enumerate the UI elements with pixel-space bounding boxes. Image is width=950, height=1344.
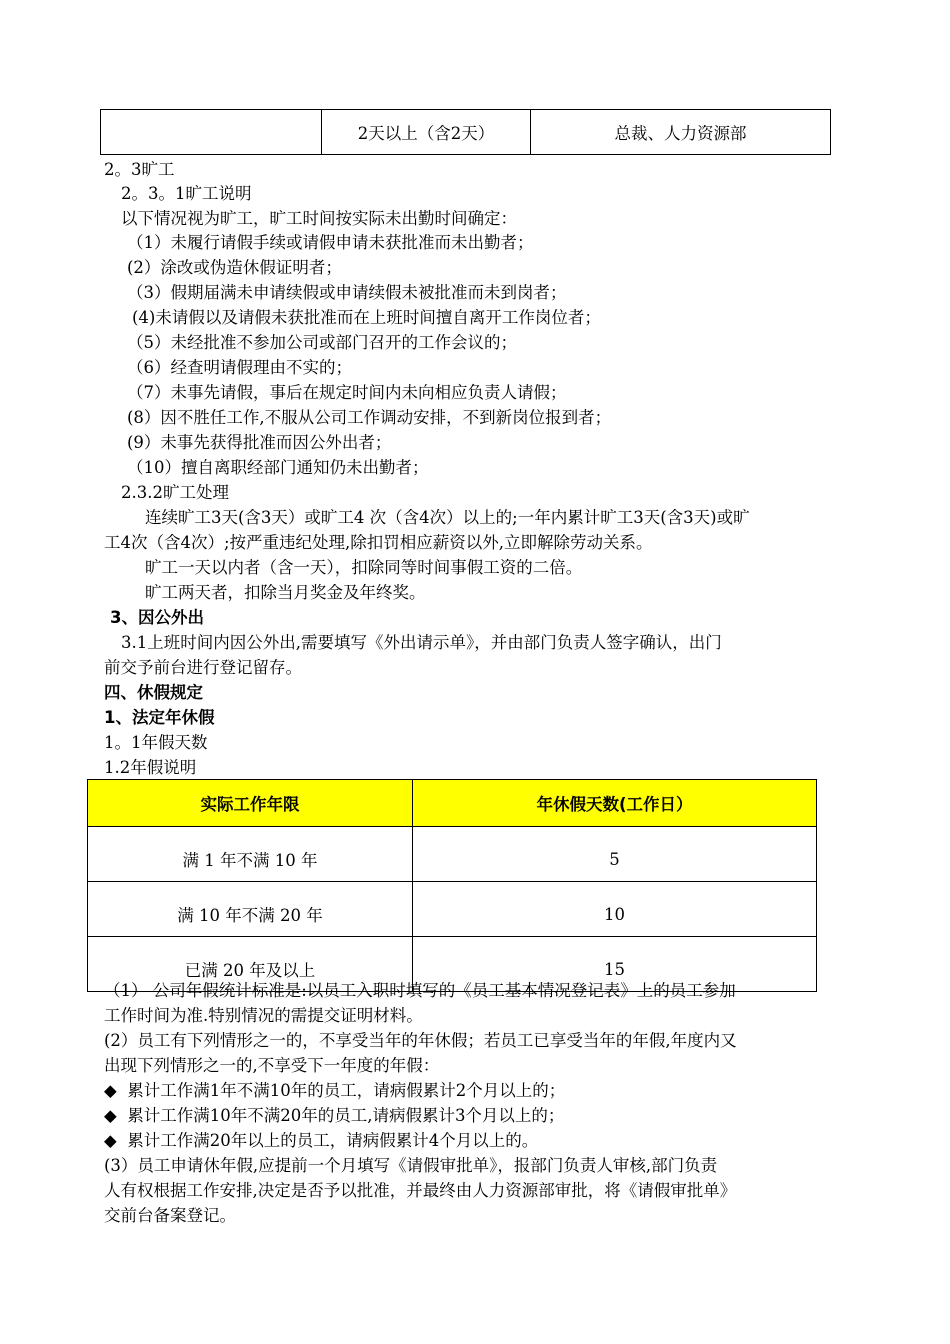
subsection-heading: 2.3.2旷工处理 <box>121 483 229 502</box>
paragraph: 工4次（含4次）;按严重违纪处理,除扣罚相应薪资以外,立即解除劳动关系。 <box>104 533 653 552</box>
list-item: （7）未事先请假，事后在规定时间内未向相应负责人请假； <box>127 383 567 402</box>
table-header-row <box>88 780 817 827</box>
table-cell: 5 <box>413 827 817 882</box>
list-item: （1）未履行请假手续或请假申请未获批准而未出勤者； <box>127 233 534 252</box>
note-paragraph: 人有权根据工作安排,决定是否予以批准，并最终由人力资源部审批，将《请假审批单》 <box>104 1181 737 1200</box>
paragraph: 旷工两天者，扣除当月奖金及年终奖。 <box>145 583 426 602</box>
paragraph: 以下情况视为旷工，旷工时间按实际未出勤时间确定： <box>121 209 517 228</box>
note-paragraph: (2）员工有下列情形之一的，不享受当年的年休假；若员工已享受当年的年假,年度内又 <box>104 1031 737 1050</box>
subsection-heading: 1.2年假说明 <box>104 758 197 777</box>
table-cell: 2天以上（含2天） <box>322 110 531 155</box>
bullet-text: 累计工作满20年以上的员工，请病假累计4个月以上的。 <box>127 1131 539 1150</box>
bullet-item <box>104 1104 564 1128</box>
table-cell: 15 <box>413 937 817 992</box>
section-heading: 3、因公外出 <box>110 608 204 627</box>
subsection-heading: 2。3。1旷工说明 <box>121 184 252 203</box>
chapter-heading: 四、休假规定 <box>104 683 203 702</box>
note-paragraph: 交前台备案登记。 <box>104 1206 236 1225</box>
diamond-bullet-icon: ◆ <box>104 1081 117 1100</box>
section-heading: 1、法定年休假 <box>104 708 215 727</box>
bullet-text: 累计工作满10年不满20年的员工,请病假累计3个月以上的； <box>127 1106 565 1125</box>
table-cell: 总裁、人力资源部 <box>531 110 831 155</box>
list-item: (4)未请假以及请假未获批准而在上班时间擅自离开工作岗位者； <box>132 308 601 327</box>
annual-leave-table <box>87 779 817 992</box>
column-header: 实际工作年限 <box>88 780 413 827</box>
table-row <box>101 110 831 155</box>
approval-table <box>100 109 831 155</box>
diamond-bullet-icon: ◆ <box>104 1131 117 1150</box>
bullet-item <box>104 1079 565 1103</box>
diamond-bullet-icon: ◆ <box>104 1106 117 1125</box>
note-paragraph: 出现下列情形之一的,不享受下一年度的年假： <box>104 1056 440 1075</box>
table-cell: 10 <box>413 882 817 937</box>
list-item: (9）未事先获得批准而因公外出者； <box>127 433 392 452</box>
note-paragraph: （1） 公司年假统计标准是:以员工入职时填写的《员工基本情况登记表》上的员工参加 <box>104 981 736 1000</box>
list-item: （10）擅自离职经部门通知仍未出勤者； <box>127 458 429 477</box>
table-cell: 满 1 年不满 10 年 <box>88 827 413 882</box>
table-row <box>88 827 817 882</box>
table-row <box>88 882 817 937</box>
note-paragraph: 工作时间为准.特别情况的需提交证明材料。 <box>104 1006 423 1025</box>
paragraph: 连续旷工3天(含3天）或旷工4 次（含4次）以上的;一年内累计旷工3天(含3天)或旷 <box>145 508 750 527</box>
table-cell: 已满 20 年及以上 <box>88 937 413 992</box>
paragraph: 前交予前台进行登记留存。 <box>104 658 302 677</box>
bullet-text: 累计工作满1年不满10年的员工，请病假累计2个月以上的； <box>127 1081 566 1100</box>
note-paragraph: (3）员工申请休年假,应提前一个月填写《请假审批单》，报部门负责人审核,部门负责 <box>104 1156 718 1175</box>
list-item: （5）未经批准不参加公司或部门召开的工作会议的； <box>127 333 517 352</box>
list-item: （6）经查明请假理由不实的； <box>127 358 352 377</box>
paragraph: 3.1上班时间内因公外出,需要填写《外出请示单》，并由部门负责人签字确认，出门 <box>121 633 722 652</box>
table-cell: 满 10 年不满 20 年 <box>88 882 413 937</box>
column-header: 年休假天数(工作日） <box>413 780 817 827</box>
list-item: （3）假期届满未申请续假或申请续假未被批准而未到岗者； <box>127 283 567 302</box>
list-item: (8）因不胜任工作,不服从公司工作调动安排，不到新岗位报到者； <box>127 408 612 427</box>
bullet-item <box>104 1129 538 1153</box>
paragraph: 旷工一天以内者（含一天），扣除同等时间事假工资的二倍。 <box>145 558 583 577</box>
subsection-heading: 1。1年假天数 <box>104 733 208 752</box>
list-item: (2）涂改或伪造休假证明者； <box>127 258 342 277</box>
section-heading: 2。3旷工 <box>104 160 175 179</box>
table-cell <box>101 110 322 155</box>
